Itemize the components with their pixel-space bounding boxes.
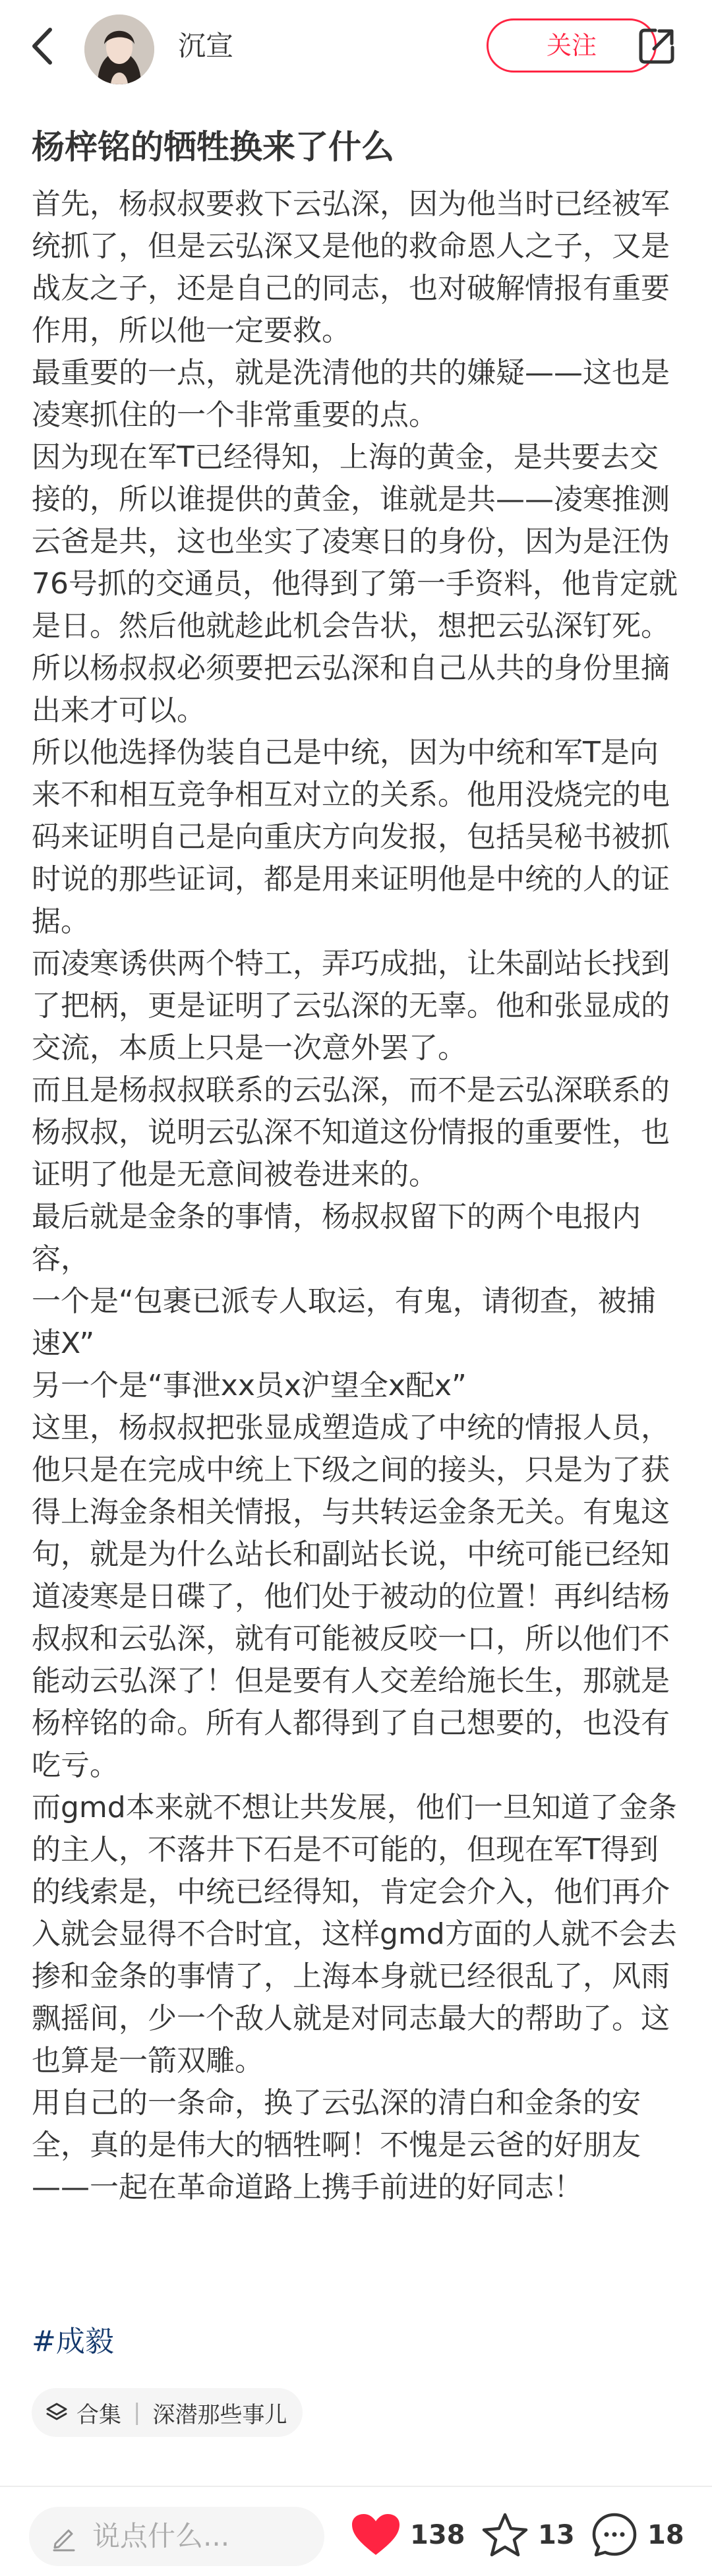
heart-icon bbox=[351, 2513, 401, 2558]
collection-label: 合集 bbox=[76, 2401, 121, 2428]
comment-button[interactable] bbox=[591, 2509, 684, 2561]
paragraph: 用自己的一条命，换了云弘深的清白和金条的安全，真的是伟大的牺牲啊！不愧是云爸的好朋友——一起在革命道路上携手前进的好同志！ bbox=[32, 2086, 641, 2204]
layers-icon bbox=[45, 2401, 69, 2424]
star-icon bbox=[481, 2512, 529, 2558]
favorite-button[interactable] bbox=[481, 2509, 575, 2561]
comment-bubble-icon bbox=[591, 2511, 638, 2559]
note-content bbox=[32, 183, 678, 2209]
paragraph: 最后就是金条的事情，杨叔叔留下的两个电报内容， bbox=[32, 1200, 641, 1276]
follow-button[interactable]: 关注 bbox=[487, 18, 657, 73]
paragraph: 因为现在军T已经得知，上海的黄金，是共要去交接的，所以谁提供的黄金，谁就是共——凌寒推测云爸是共，这也坐实了凌寒日的身份，因为是汪伪76号抓的交通员，他得到了第一手资料，他肯定就是日。然后他就趁此机会告状，想把云弘深钉死。 bbox=[32, 440, 678, 643]
paragraph: 所以杨叔叔必须要把云弘深和自己从共的身份里摘出来才可以。 bbox=[32, 651, 670, 727]
comment-placeholder: 说点什么... bbox=[92, 2520, 230, 2552]
paragraph: 首先，杨叔叔要救下云弘深，因为他当时已经被军统抓了，但是云弘深又是他的救命恩人之子，又是战友之子，还是自己的同志，也对破解情报有重要作用，所以他一定要救。 bbox=[32, 187, 670, 347]
comment-count: 18 bbox=[647, 2520, 684, 2550]
paragraph: 一个是“包裹已派专人取运，有鬼，请彻查，被捕速X” bbox=[32, 1284, 656, 1360]
like-count: 138 bbox=[410, 2520, 465, 2550]
paragraph: 所以他选择伪装自己是中统，因为中统和军T是向来不和相互竞争相互对立的关系。他用没烧完的电码来证明自己是向重庆方向发报，包括吴秘书被抓时说的那些证词，都是用来证明他是中统的人的证据。 bbox=[32, 736, 670, 938]
note-title: 杨梓铭的牺牲换来了什么 bbox=[32, 128, 394, 166]
pencil-icon bbox=[49, 2523, 78, 2552]
paragraph: 另一个是“事泄xx员x沪望全x配x” bbox=[32, 1369, 467, 1402]
back-arrow-icon[interactable] bbox=[26, 23, 59, 69]
paragraph: 这里，杨叔叔把张显成塑造成了中统的情报人员，他只是在完成中统上下级之间的接头，只是为了获得上海金条相关情报，与共转运金条无关。有鬼这句，就是为什么站长和副站长说，中统可能已经知道凌寒是日碟了，他们处于被动的位置！再纠结杨叔叔和云弘深，就有可能被反咬一口，所以他们不能动云弘深了！但是要有人交差给施长生，那就是杨梓铭的命。所有人都得到了自己想要的，也没有吃亏。 bbox=[32, 1411, 670, 1782]
like-button[interactable] bbox=[351, 2509, 465, 2561]
bottom-bar bbox=[0, 2487, 712, 2576]
collection-chip[interactable] bbox=[32, 2388, 303, 2437]
paragraph: 而gmd本来就不想让共发展，他们一旦知道了金条的主人，不落井下石是不可能的，但现在军T得到的线索是，中统已经得知，肯定会介入，他们再介入就会显得不合时宜，这样gmd方面的人就不会去掺和金条的事情了，上海本身就已经很乱了，风雨飘摇间，少一个敌人就是对同志最大的帮助了。这也算是一箭双雕。 bbox=[32, 1791, 677, 2078]
author-name[interactable]: 沉宣 bbox=[178, 30, 234, 62]
paragraph: 而且是杨叔叔联系的云弘深，而不是云弘深联系的杨叔叔，说明云弘深不知道这份情报的重要性，也证明了他是无意间被卷进来的。 bbox=[32, 1073, 670, 1191]
top-bar bbox=[0, 0, 712, 99]
collection-name: 深潜那些事儿 bbox=[152, 2401, 287, 2428]
favorite-count: 13 bbox=[538, 2520, 575, 2550]
separator: | bbox=[133, 2399, 141, 2426]
paragraph: 而凌寒诱供两个特工，弄巧成拙，让朱副站长找到了把柄，更是证明了云弘深的无辜。他和张显成的交流，本质上只是一次意外罢了。 bbox=[32, 947, 670, 1065]
comment-input[interactable] bbox=[29, 2507, 324, 2566]
paragraph: 最重要的一点，就是洗清他的共的嫌疑——这也是凌寒抓住的一个非常重要的点。 bbox=[32, 356, 670, 432]
share-icon[interactable] bbox=[637, 26, 676, 66]
author-avatar[interactable] bbox=[84, 15, 154, 84]
hashtag-link[interactable]: #成毅 bbox=[32, 2325, 114, 2358]
